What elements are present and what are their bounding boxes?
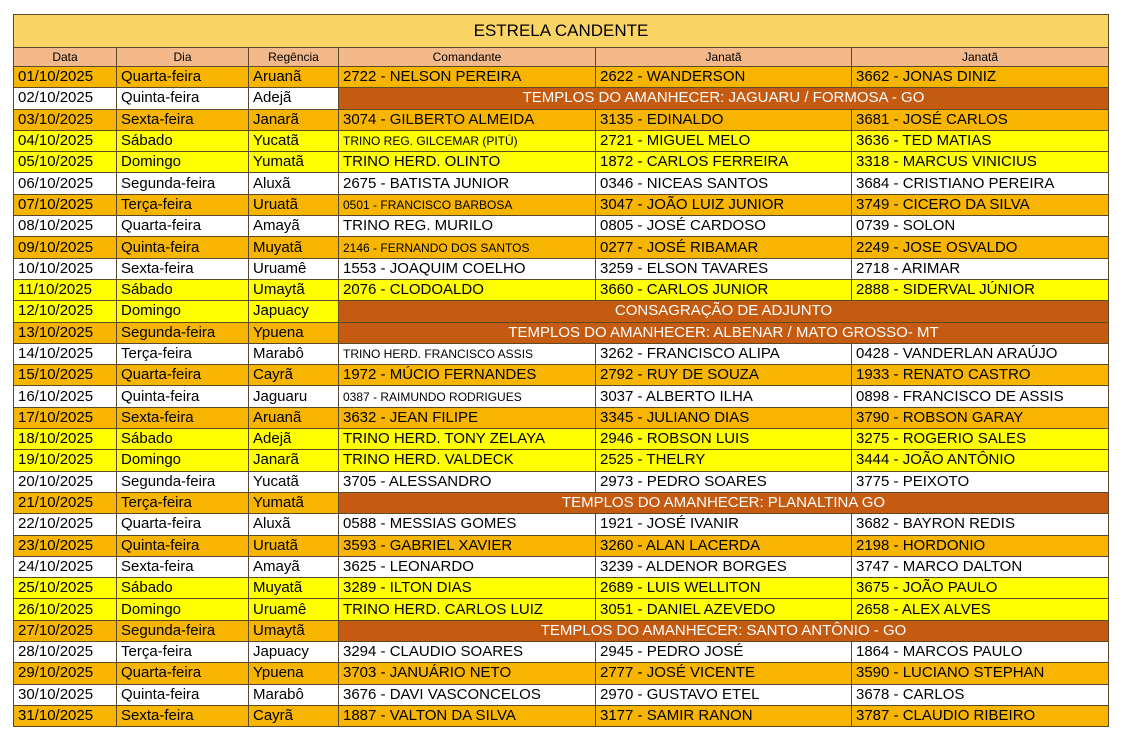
- day-cell: Sábado: [117, 578, 249, 599]
- janata-2-cell: 2198 - HORDONIO: [852, 535, 1109, 556]
- comandante-cell: 1553 - JOAQUIM COELHO: [339, 258, 596, 279]
- janata-2-cell: 1864 - MARCOS PAULO: [852, 642, 1109, 663]
- janata-1-cell: 2689 - LUIS WELLITON: [596, 578, 852, 599]
- comandante-cell: 0387 - RAIMUNDO RODRIGUES: [339, 386, 596, 407]
- regencia-cell: Japuacy: [249, 301, 339, 322]
- janata-2-cell: 3318 - MARCUS VINICIUS: [852, 152, 1109, 173]
- janata-1-cell: 3262 - FRANCISCO ALIPA: [596, 343, 852, 364]
- day-cell: Segunda-feira: [117, 620, 249, 641]
- header-comandante: Comandante: [339, 48, 596, 67]
- comandante-cell: 3294 - CLAUDIO SOARES: [339, 642, 596, 663]
- date-cell: 01/10/2025: [14, 67, 117, 88]
- janata-1-cell: 2973 - PEDRO SOARES: [596, 471, 852, 492]
- comandante-cell: 3703 - JANUÁRIO NETO: [339, 663, 596, 684]
- date-cell: 08/10/2025: [14, 216, 117, 237]
- date-cell: 06/10/2025: [14, 173, 117, 194]
- date-cell: 30/10/2025: [14, 684, 117, 705]
- regencia-cell: Muyatã: [249, 578, 339, 599]
- janata-1-cell: 2945 - PEDRO JOSÉ: [596, 642, 852, 663]
- comandante-cell: 2722 - NELSON PEREIRA: [339, 67, 596, 88]
- day-cell: Quinta-feira: [117, 88, 249, 109]
- day-cell: Sexta-feira: [117, 407, 249, 428]
- table-row: [14, 599, 1109, 620]
- regencia-cell: Aruanã: [249, 407, 339, 428]
- janata-1-cell: 0277 - JOSÉ RIBAMAR: [596, 237, 852, 258]
- janata-1-cell: 1872 - CARLOS FERREIRA: [596, 152, 852, 173]
- date-cell: 13/10/2025: [14, 322, 117, 343]
- table-row: [14, 386, 1109, 407]
- table-body: [14, 67, 1109, 727]
- regencia-cell: Yucatã: [249, 471, 339, 492]
- date-cell: 18/10/2025: [14, 429, 117, 450]
- janata-1-cell: 0346 - NICEAS SANTOS: [596, 173, 852, 194]
- day-cell: Sábado: [117, 279, 249, 300]
- table-row: [14, 684, 1109, 705]
- regencia-cell: Uruamê: [249, 258, 339, 279]
- janata-2-cell: 3675 - JOÃO PAULO: [852, 578, 1109, 599]
- janata-2-cell: 3681 - JOSÉ CARLOS: [852, 109, 1109, 130]
- janata-2-cell: 3684 - CRISTIANO PEREIRA: [852, 173, 1109, 194]
- janata-2-cell: 3775 - PEIXOTO: [852, 471, 1109, 492]
- janata-1-cell: 2792 - RUY DE SOUZA: [596, 365, 852, 386]
- regencia-cell: Cayrã: [249, 365, 339, 386]
- janata-1-cell: 3135 - EDINALDO: [596, 109, 852, 130]
- janata-2-cell: 3749 - CICERO DA SILVA: [852, 194, 1109, 215]
- regencia-cell: Ypuena: [249, 663, 339, 684]
- regencia-cell: Yumatã: [249, 492, 339, 513]
- janata-1-cell: 3047 - JOÃO LUIZ JUNIOR: [596, 194, 852, 215]
- regencia-cell: Muyatã: [249, 237, 339, 258]
- regencia-cell: Uruamê: [249, 599, 339, 620]
- header-janata-2: Janatã: [852, 48, 1109, 67]
- day-cell: Sexta-feira: [117, 556, 249, 577]
- janata-1-cell: 1921 - JOSÉ IVANIR: [596, 514, 852, 535]
- event-cell: TEMPLOS DO AMANHECER: JAGUARU / FORMOSA - GO: [339, 88, 1109, 109]
- janata-1-cell: 3177 - SAMIR RANON: [596, 705, 852, 726]
- table-title: ESTRELA CANDENTE: [13, 14, 1109, 47]
- date-cell: 02/10/2025: [14, 88, 117, 109]
- comandante-cell: TRINO HERD. CARLOS LUIZ: [339, 599, 596, 620]
- date-cell: 28/10/2025: [14, 642, 117, 663]
- table-row: [14, 514, 1109, 535]
- date-cell: 19/10/2025: [14, 450, 117, 471]
- day-cell: Sábado: [117, 429, 249, 450]
- date-cell: 12/10/2025: [14, 301, 117, 322]
- day-cell: Terça-feira: [117, 492, 249, 513]
- event-cell: TEMPLOS DO AMANHECER: ALBENAR / MATO GROSSO- MT: [339, 322, 1109, 343]
- comandante-cell: TRINO HERD. VALDECK: [339, 450, 596, 471]
- date-cell: 05/10/2025: [14, 152, 117, 173]
- regencia-cell: Yumatã: [249, 152, 339, 173]
- header-janata-1: Janatã: [596, 48, 852, 67]
- comandante-cell: 2076 - CLODOALDO: [339, 279, 596, 300]
- event-cell: TEMPLOS DO AMANHECER: SANTO ANTÔNIO - GO: [339, 620, 1109, 641]
- janata-2-cell: 2888 - SIDERVAL JÚNIOR: [852, 279, 1109, 300]
- janata-1-cell: 2622 - WANDERSON: [596, 67, 852, 88]
- table-row: [14, 194, 1109, 215]
- header-data: Data: [14, 48, 117, 67]
- date-cell: 27/10/2025: [14, 620, 117, 641]
- table-row: [14, 365, 1109, 386]
- regencia-cell: Janarã: [249, 109, 339, 130]
- regencia-cell: Aruanã: [249, 67, 339, 88]
- event-row: [14, 88, 1109, 109]
- day-cell: Quarta-feira: [117, 663, 249, 684]
- day-cell: Quarta-feira: [117, 216, 249, 237]
- regencia-cell: Cayrã: [249, 705, 339, 726]
- janata-2-cell: 3747 - MARCO DALTON: [852, 556, 1109, 577]
- regencia-cell: Ypuena: [249, 322, 339, 343]
- janata-1-cell: 3259 - ELSON TAVARES: [596, 258, 852, 279]
- comandante-cell: 3074 - GILBERTO ALMEIDA: [339, 109, 596, 130]
- regencia-cell: Jaguaru: [249, 386, 339, 407]
- event-row: [14, 322, 1109, 343]
- date-cell: 17/10/2025: [14, 407, 117, 428]
- regencia-cell: Uruatã: [249, 194, 339, 215]
- table-row: [14, 535, 1109, 556]
- table-row: [14, 578, 1109, 599]
- regencia-cell: Aluxã: [249, 514, 339, 535]
- table-row: [14, 258, 1109, 279]
- janata-1-cell: 2970 - GUSTAVO ETEL: [596, 684, 852, 705]
- janata-2-cell: 3636 - TED MATIAS: [852, 130, 1109, 151]
- header-row: [14, 48, 1109, 67]
- janata-1-cell: 2721 - MIGUEL MELO: [596, 130, 852, 151]
- table-row: [14, 343, 1109, 364]
- comandante-cell: 0588 - MESSIAS GOMES: [339, 514, 596, 535]
- janata-2-cell: 2658 - ALEX ALVES: [852, 599, 1109, 620]
- date-cell: 29/10/2025: [14, 663, 117, 684]
- comandante-cell: 3625 - LEONARDO: [339, 556, 596, 577]
- date-cell: 21/10/2025: [14, 492, 117, 513]
- table-row: [14, 173, 1109, 194]
- comandante-cell: 2675 - BATISTA JUNIOR: [339, 173, 596, 194]
- janata-1-cell: 3037 - ALBERTO ILHA: [596, 386, 852, 407]
- table-row: [14, 556, 1109, 577]
- janata-2-cell: 0898 - FRANCISCO DE ASSIS: [852, 386, 1109, 407]
- date-cell: 26/10/2025: [14, 599, 117, 620]
- day-cell: Domingo: [117, 301, 249, 322]
- janata-2-cell: 3275 - ROGERIO SALES: [852, 429, 1109, 450]
- regencia-cell: Marabô: [249, 343, 339, 364]
- date-cell: 22/10/2025: [14, 514, 117, 535]
- janata-1-cell: 2946 - ROBSON LUIS: [596, 429, 852, 450]
- janata-1-cell: 2525 - THELRY: [596, 450, 852, 471]
- regencia-cell: Amayã: [249, 216, 339, 237]
- event-row: [14, 492, 1109, 513]
- comandante-cell: 2146 - FERNANDO DOS SANTOS: [339, 237, 596, 258]
- regencia-cell: Janarã: [249, 450, 339, 471]
- table-row: [14, 450, 1109, 471]
- janata-1-cell: 3239 - ALDENOR BORGES: [596, 556, 852, 577]
- table-row: [14, 705, 1109, 726]
- comandante-cell: TRINO HERD. FRANCISCO ASSIS: [339, 343, 596, 364]
- table-row: [14, 407, 1109, 428]
- comandante-cell: 3676 - DAVI VASCONCELOS: [339, 684, 596, 705]
- table-row: [14, 67, 1109, 88]
- comandante-cell: 3705 - ALESSANDRO: [339, 471, 596, 492]
- date-cell: 10/10/2025: [14, 258, 117, 279]
- day-cell: Quinta-feira: [117, 386, 249, 407]
- date-cell: 31/10/2025: [14, 705, 117, 726]
- janata-1-cell: 3345 - JULIANO DIAS: [596, 407, 852, 428]
- day-cell: Terça-feira: [117, 642, 249, 663]
- regencia-cell: Japuacy: [249, 642, 339, 663]
- janata-2-cell: 3662 - JONAS DINIZ: [852, 67, 1109, 88]
- day-cell: Sexta-feira: [117, 258, 249, 279]
- janata-2-cell: 3678 - CARLOS: [852, 684, 1109, 705]
- date-cell: 23/10/2025: [14, 535, 117, 556]
- day-cell: Quinta-feira: [117, 535, 249, 556]
- table-row: [14, 216, 1109, 237]
- comandante-cell: 3593 - GABRIEL XAVIER: [339, 535, 596, 556]
- event-row: [14, 620, 1109, 641]
- table-row: [14, 279, 1109, 300]
- day-cell: Segunda-feira: [117, 322, 249, 343]
- comandante-cell: TRINO REG. GILCEMAR (PITÚ): [339, 130, 596, 151]
- table-row: [14, 237, 1109, 258]
- janata-1-cell: 0805 - JOSÉ CARDOSO: [596, 216, 852, 237]
- janata-2-cell: 0739 - SOLON: [852, 216, 1109, 237]
- comandante-cell: TRINO HERD. TONY ZELAYA: [339, 429, 596, 450]
- date-cell: 09/10/2025: [14, 237, 117, 258]
- date-cell: 03/10/2025: [14, 109, 117, 130]
- date-cell: 20/10/2025: [14, 471, 117, 492]
- day-cell: Quinta-feira: [117, 237, 249, 258]
- day-cell: Quarta-feira: [117, 365, 249, 386]
- janata-2-cell: 1933 - RENATO CASTRO: [852, 365, 1109, 386]
- event-cell: TEMPLOS DO AMANHECER: PLANALTINA GO: [339, 492, 1109, 513]
- regencia-cell: Adejã: [249, 88, 339, 109]
- janata-1-cell: 3051 - DANIEL AZEVEDO: [596, 599, 852, 620]
- table-row: [14, 642, 1109, 663]
- regencia-cell: Uruatã: [249, 535, 339, 556]
- table-row: [14, 663, 1109, 684]
- regencia-cell: Yucatã: [249, 130, 339, 151]
- janata-1-cell: 3260 - ALAN LACERDA: [596, 535, 852, 556]
- day-cell: Domingo: [117, 450, 249, 471]
- day-cell: Quarta-feira: [117, 514, 249, 535]
- janata-2-cell: 3682 - BAYRON REDIS: [852, 514, 1109, 535]
- day-cell: Domingo: [117, 599, 249, 620]
- day-cell: Sexta-feira: [117, 705, 249, 726]
- date-cell: 24/10/2025: [14, 556, 117, 577]
- header-regencia: Regência: [249, 48, 339, 67]
- regencia-cell: Umaytã: [249, 279, 339, 300]
- day-cell: Segunda-feira: [117, 471, 249, 492]
- day-cell: Terça-feira: [117, 343, 249, 364]
- janata-2-cell: 3590 - LUCIANO STEPHAN: [852, 663, 1109, 684]
- regencia-cell: Amayã: [249, 556, 339, 577]
- janata-2-cell: 3444 - JOÃO ANTÔNIO: [852, 450, 1109, 471]
- date-cell: 11/10/2025: [14, 279, 117, 300]
- day-cell: Domingo: [117, 152, 249, 173]
- comandante-cell: 3632 - JEAN FILIPE: [339, 407, 596, 428]
- event-cell: CONSAGRAÇÃO DE ADJUNTO: [339, 301, 1109, 322]
- date-cell: 04/10/2025: [14, 130, 117, 151]
- regencia-cell: Umaytã: [249, 620, 339, 641]
- table-row: [14, 471, 1109, 492]
- janata-1-cell: 3660 - CARLOS JUNIOR: [596, 279, 852, 300]
- date-cell: 14/10/2025: [14, 343, 117, 364]
- table-row: [14, 130, 1109, 151]
- day-cell: Sexta-feira: [117, 109, 249, 130]
- comandante-cell: 1972 - MÚCIO FERNANDES: [339, 365, 596, 386]
- janata-2-cell: 0428 - VANDERLAN ARAÚJO: [852, 343, 1109, 364]
- janata-2-cell: 2718 - ARIMAR: [852, 258, 1109, 279]
- janata-2-cell: 2249 - JOSE OSVALDO: [852, 237, 1109, 258]
- date-cell: 16/10/2025: [14, 386, 117, 407]
- janata-2-cell: 3787 - CLAUDIO RIBEIRO: [852, 705, 1109, 726]
- comandante-cell: TRINO REG. MURILO: [339, 216, 596, 237]
- schedule-table: [13, 14, 1109, 727]
- comandante-cell: 1887 - VALTON DA SILVA: [339, 705, 596, 726]
- regencia-cell: Aluxã: [249, 173, 339, 194]
- header-dia: Dia: [117, 48, 249, 67]
- date-cell: 25/10/2025: [14, 578, 117, 599]
- janata-2-cell: 3790 - ROBSON GARAY: [852, 407, 1109, 428]
- day-cell: Quarta-feira: [117, 67, 249, 88]
- regencia-cell: Marabô: [249, 684, 339, 705]
- day-cell: Quinta-feira: [117, 684, 249, 705]
- date-cell: 15/10/2025: [14, 365, 117, 386]
- comandante-cell: 0501 - FRANCISCO BARBOSA: [339, 194, 596, 215]
- comandante-cell: 3289 - ILTON DIAS: [339, 578, 596, 599]
- comandante-cell: TRINO HERD. OLINTO: [339, 152, 596, 173]
- janata-1-cell: 2777 - JOSÉ VICENTE: [596, 663, 852, 684]
- day-cell: Segunda-feira: [117, 173, 249, 194]
- day-cell: Sábado: [117, 130, 249, 151]
- table-row: [14, 152, 1109, 173]
- event-row: [14, 301, 1109, 322]
- date-cell: 07/10/2025: [14, 194, 117, 215]
- table-row: [14, 109, 1109, 130]
- table-row: [14, 429, 1109, 450]
- regencia-cell: Adejã: [249, 429, 339, 450]
- day-cell: Terça-feira: [117, 194, 249, 215]
